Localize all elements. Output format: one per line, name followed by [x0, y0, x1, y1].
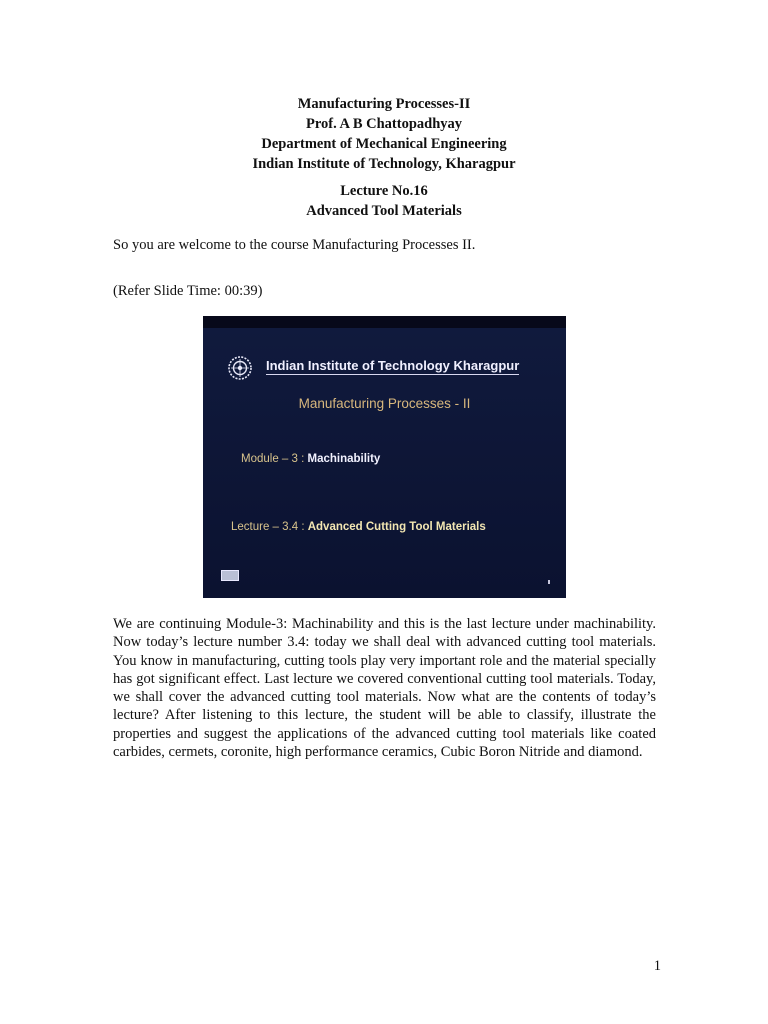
lecture-title: Advanced Tool Materials — [306, 203, 462, 219]
slide-lecture-line — [231, 521, 486, 533]
iit-kharagpur-emblem-icon — [227, 355, 253, 381]
institute-name: Indian Institute of Technology, Kharagpur — [252, 156, 516, 172]
lecture-heading — [0, 181, 768, 221]
slide-page-mark — [548, 580, 550, 584]
body-paragraph: We are continuing Module-3: Machinability and this is the last lecture under machinability. Now today’s lecture number 3.4: today we shall deal with advanced cutting tool materials. You know in manufacturing, cutting tools play very important role and the material specially has got significant effect. Last lecture we covered conventional cutting tool materials. Today, we shall cover the advanced cutting tool materials. Now what are the contents of today’s lecture? After listening to this lecture, the student will be able to classify, illustrate the properties and suggest the applications of the advanced cutting tool materials like coated carbides, cermets, coronite, high performance ceramics, Cubic Boron Nitride and diamond. — [113, 616, 656, 761]
course-title: Manufacturing Processes-II — [297, 96, 471, 112]
slide-module-value: Machinability — [307, 453, 381, 465]
slide-lecture-value: Advanced Cutting Tool Materials — [307, 521, 486, 533]
professor-name: Prof. A B Chattopadhyay — [305, 116, 463, 132]
slide-background — [203, 328, 566, 598]
slide-module-label: Module – 3 : — [241, 453, 308, 465]
slide-time-reference: (Refer Slide Time: 00:39) — [113, 283, 263, 299]
slide-module-line — [241, 453, 380, 465]
slide-footer-logo-icon — [221, 570, 239, 581]
slide-lecture-label: Lecture – 3.4 : — [231, 521, 308, 533]
document-header — [0, 94, 768, 174]
page-number: 1 — [653, 958, 661, 974]
department-name: Department of Mechanical Engineering — [261, 136, 507, 152]
slide-course-title: Manufacturing Processes - II — [298, 396, 471, 411]
welcome-paragraph: So you are welcome to the course Manufacturing Processes II. — [113, 237, 476, 253]
slide-institute-heading: Indian Institute of Technology Kharagpur — [266, 358, 520, 373]
lecture-number: Lecture No.16 — [340, 183, 428, 199]
lecture-slide-image — [203, 316, 566, 598]
